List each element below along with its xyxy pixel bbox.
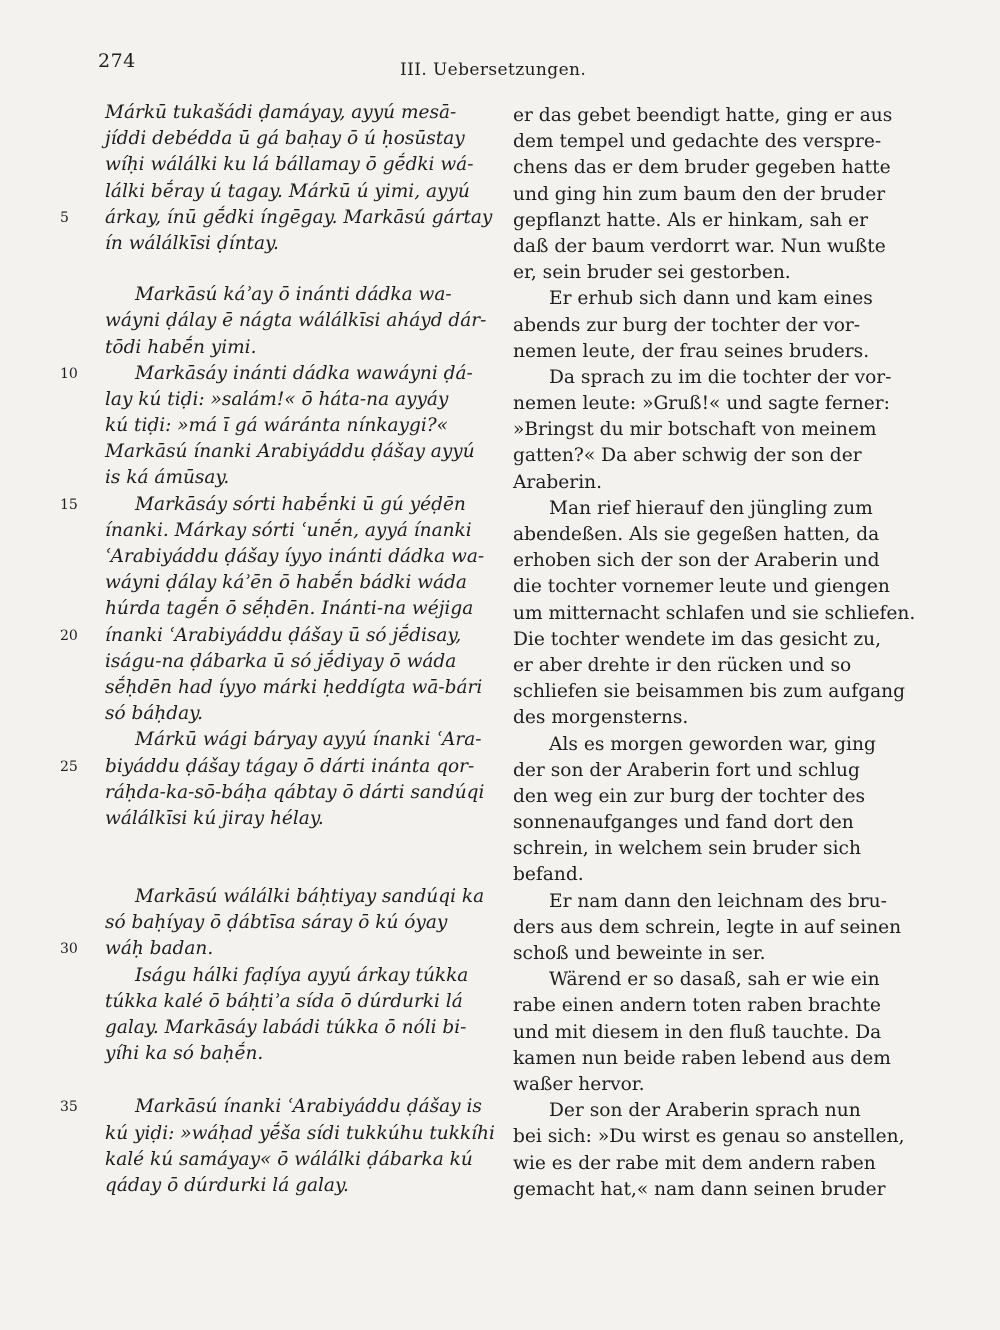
text-line: er, sein bruder sei gestorben. (513, 262, 791, 284)
text-line: Araberin. (513, 471, 603, 493)
running-head: III. Uebersetzungen. (400, 60, 587, 80)
text-line: lay kú tiḍi: »salám!« ō háta-na ayyáy (105, 388, 449, 410)
text-line: sḗḥdēn had íyyo márki ḥeddígta wā-bári (105, 676, 483, 698)
text-line: wálálkīsi kú jiray hélay. (105, 807, 324, 829)
text-line: só baḥíyay ō ḍábtīsa sáray ō kú óyay (105, 912, 448, 934)
line-number: 10 (60, 365, 78, 382)
text-line: abends zur burg der tochter der vor- (513, 314, 861, 336)
line-number: 30 (60, 941, 78, 958)
text-line: »Bringst du mir botschaft von meinem (513, 419, 877, 441)
line-number: 25 (60, 758, 78, 775)
text-line: Die tochter wendete im das gesicht zu, (513, 628, 882, 650)
text-line: Iságu hálki faḍíya ayyú árkay túkka (135, 964, 469, 986)
text-line: er das gebet beendigt hatte, ging er aus (513, 105, 893, 126)
text-line: daß der baum verdorrt war. Nun wußte (513, 235, 886, 257)
text-line: er aber drehte ir den rücken und so (513, 654, 852, 676)
text-line: 20 ínanki ʿArabiyáddu ḍášay ū só jḗdisay, (60, 623, 480, 649)
text-line: sonnenaufganges und fand dort den (513, 812, 854, 834)
text-line: kalé kú samáyay« ō wálálki ḍábarka kú (105, 1148, 473, 1170)
text-line: yíhi ka só baḥḗn. (105, 1043, 264, 1065)
text-line: Wärend er so dasaß, sah er wie ein (549, 969, 880, 991)
text-line: ínanki. Márkay sórti ʿunḗn, ayyá ínanki (105, 519, 472, 541)
text-line: Der son der Araberin sprach nun (549, 1100, 861, 1122)
text-line: und mit diesem in den fluß tauchte. Da (513, 1021, 882, 1043)
text-line: tōdi habḗn yimi. (105, 336, 257, 358)
text-line: só báḥday. (105, 703, 204, 725)
text-line: jíddi debédda ū gá baḥay ō ú ḥosūstay (105, 128, 465, 150)
text-line: nemen leute: »Gruß!« und sagte ferner: (513, 393, 890, 415)
text-line: und ging hin zum baum den der bruder (513, 183, 886, 205)
text-line: wáyni ḍálay káʾēn ō habḗn bádki wáda (105, 572, 467, 594)
text-line: des morgensterns. (513, 707, 689, 729)
text-line: nemen leute, der frau seines bruders. (513, 340, 870, 362)
text-line: is ká ámūsay. (105, 467, 230, 489)
text-line: Als es morgen geworden war, ging (549, 733, 876, 755)
text-line: 35 Markāsú ínanki ʿArabiyáddu ḍášay is (60, 1094, 480, 1120)
text-line: schliefen sie beisammen bis zum aufgang (513, 681, 906, 703)
text-line: die tochter vornemer leute und giengen (513, 576, 890, 598)
text-line: Markāsú wálálki báḥtiyay sandúqi ka (135, 886, 485, 908)
text-line: ráḥda-ka-sō-báḥa qábtay ō dárti sandúqi (105, 781, 485, 803)
text-line: bei sich: »Du wirst es genau so anstellen, (513, 1126, 905, 1148)
text-line: chens das er dem bruder gegeben hatte (513, 157, 891, 179)
text-line: ders aus dem schrein, legte in auf seinen (513, 916, 902, 938)
text-line: dem tempel und gedachte des verspre- (513, 131, 882, 153)
text-line: kú yiḍi: »wáḥad yḗša sídi tukkúhu tukkíhi (105, 1122, 495, 1144)
text-line: gepflanzt hatte. Als er hinkam, sah er (513, 209, 869, 231)
somali-text-column (60, 100, 495, 1199)
text-line: waßer hervor. (513, 1073, 645, 1095)
text-line: ʿArabiyáddu ḍášay íyyo inánti dádka wa- (105, 546, 485, 567)
text-line: Er erhub sich dann und kam eines (549, 288, 873, 310)
text-line: 15 Markāsáy sórti habḗnki ū gú yéḍēn (60, 492, 480, 518)
text-line: wáyni ḍálay ē nágta wálálkīsi aháyd dár- (105, 310, 487, 332)
text-line: schoß und beweinte in ser. (513, 943, 766, 964)
text-line: rabe einen andern toten raben brachte (513, 995, 881, 1017)
text-line: befand. (513, 864, 584, 886)
text-line: kú tiḍi: »má ī gá wáránta nínkaygi?« (105, 415, 448, 437)
text-line: 25 biyáddu ḍášay tágay ō dárti inánta qor- (60, 754, 480, 780)
text-line: um mitternacht schlafen und sie schliefen. (513, 602, 916, 624)
text-line: der son der Araberin fort und schlug (513, 759, 860, 781)
text-line: qáday ō dúrdurki lá galay. (105, 1174, 349, 1196)
line-number: 15 (60, 496, 78, 513)
line-number: 20 (60, 627, 78, 644)
text-line: Márkū tukašádi ḍamáyay, ayyú mesā- (105, 102, 457, 123)
text-line: húrda tagḗn ō sḗḥdēn. Inánti-na wéjiga (105, 598, 474, 620)
text-line: iságu-na ḍábarka ū só jḗdiyay ō wáda (105, 650, 457, 672)
text-line: túkka kalé ō báḥtiʾa sída ō dúrdurki lá (105, 990, 463, 1012)
text-line: ín wálálkīsi ḍíntay. (105, 232, 279, 254)
text-line: Er nam dann den leichnam des bru- (549, 890, 887, 912)
text-line: Márkū wági báryay ayyú ínanki ʿAra- (135, 729, 482, 751)
page-number: 274 (98, 50, 136, 72)
text-line: Da sprach zu im die tochter der vor- (549, 366, 892, 388)
text-line: galay. Markāsáy labádi túkka ō nóli bi- (105, 1017, 467, 1038)
text-line: abendeßen. Als sie gegeßen hatten, da (513, 524, 880, 545)
text-line: schrein, in welchem sein bruder sich (513, 838, 861, 860)
text-line: 5 árkay, ínū gḗdki íngēgay. Markāsú gártay (60, 205, 480, 231)
text-line: erhoben sich der son der Araberin und (513, 550, 880, 572)
text-line: wie es der rabe mit dem andern raben (513, 1152, 876, 1174)
text-line: wíḥi wálálki ku lá bállamay ō gḗdki wá- (105, 154, 474, 176)
line-number: 35 (60, 1099, 78, 1116)
text-line: Man rief hierauf den jüngling zum (549, 497, 873, 519)
line-number: 5 (60, 209, 69, 226)
german-translation-column (505, 103, 916, 1203)
text-line: Markāsú ínanki Arabiyáddu ḍášay ayyú (105, 441, 475, 463)
text-line: 30 wáḥ badan. (60, 936, 480, 962)
text-line: den weg ein zur burg der tochter des (513, 785, 865, 807)
text-line: lálki bḗray ú tagay. Márkū ú yimi, ayyú (105, 180, 470, 202)
text-line: 10 Markāsáy inánti dádka wawáyni ḍá- (60, 361, 480, 387)
text-line: kamen nun beide raben lebend aus dem (513, 1047, 891, 1069)
text-line: Markāsú káʾay ō inánti dádka wa- (135, 284, 452, 306)
text-line: gatten?« Da aber schwig der son der (513, 445, 862, 467)
text-line: gemacht hat,« nam dann seinen bruder (513, 1178, 886, 1200)
